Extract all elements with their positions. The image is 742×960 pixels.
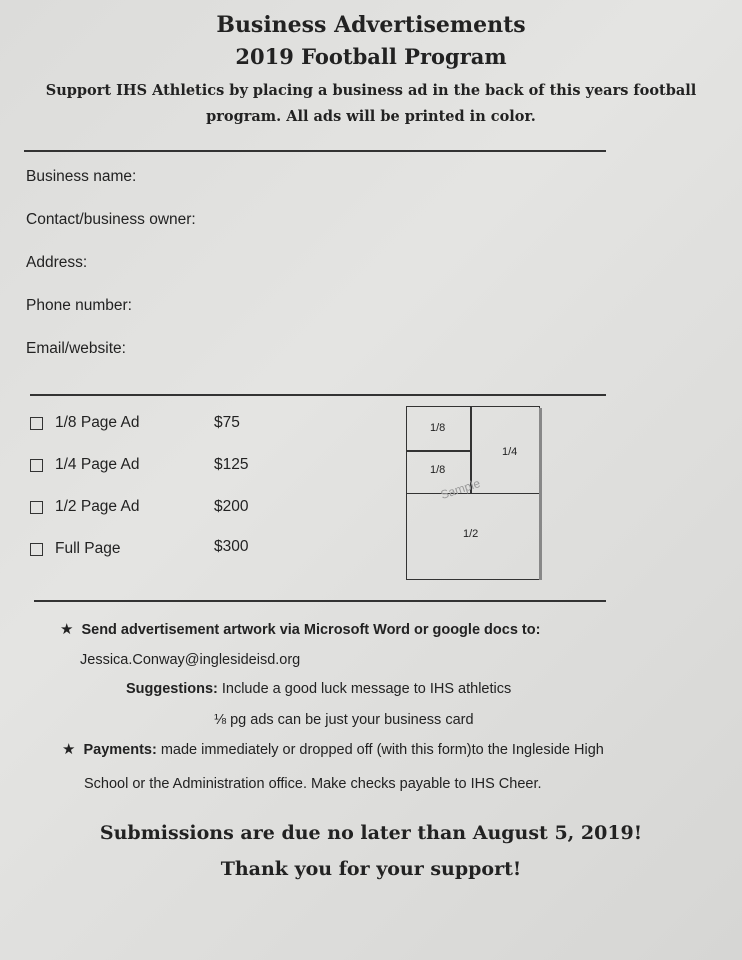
option-quarter-page[interactable] bbox=[30, 456, 139, 474]
payments-line-2: School or the Administration office. Make checks payable to IHS Cheer. bbox=[84, 776, 542, 792]
option-eighth-page[interactable] bbox=[30, 414, 139, 432]
price-half-page: $200 bbox=[214, 498, 249, 515]
diagram-shadow bbox=[539, 408, 542, 580]
checkbox[interactable] bbox=[30, 459, 43, 472]
option-label: 1/8 Page Ad bbox=[55, 414, 140, 431]
card-note: ⅛ pg ads can be just your business card bbox=[214, 712, 474, 728]
intro-line-2: program. All ads will be printed in color. bbox=[206, 108, 536, 125]
star-icon: ★ bbox=[60, 621, 74, 638]
suggestions: Suggestions: Include a good luck message to IHS athletics bbox=[126, 681, 512, 697]
label-half: 1/2 bbox=[463, 528, 479, 540]
form-title: Business Advertisements bbox=[216, 12, 526, 38]
thank-you-note: Thank you for your support! bbox=[220, 858, 522, 880]
field-contact-owner: Contact/business owner: bbox=[26, 211, 196, 228]
contact-email[interactable]: Jessica.Conway@inglesideisd.org bbox=[80, 652, 301, 668]
option-half-page[interactable] bbox=[30, 498, 139, 516]
label-eighth-a: 1/8 bbox=[430, 422, 446, 434]
divider-bottom bbox=[34, 600, 606, 602]
intro-line-1: Support IHS Athletics by placing a business ad in the back of this years football bbox=[45, 82, 697, 99]
price-eighth-page: $75 bbox=[214, 414, 240, 431]
price-quarter-page: $125 bbox=[214, 456, 249, 473]
divider-middle bbox=[30, 394, 606, 396]
checkbox[interactable] bbox=[30, 417, 43, 430]
intro-text bbox=[0, 78, 742, 130]
star-icon: ★ bbox=[62, 741, 76, 758]
checkbox[interactable] bbox=[30, 543, 43, 556]
price-full-page: $300 bbox=[214, 538, 249, 555]
option-label: Full Page bbox=[55, 540, 121, 557]
payments-line-1: ★ Payments: made immediately or dropped off (with this form)to the Ingleside High bbox=[62, 741, 604, 758]
label-eighth-b: 1/8 bbox=[430, 464, 446, 476]
option-label: 1/4 Page Ad bbox=[55, 456, 140, 473]
label-quarter: 1/4 bbox=[502, 446, 518, 458]
sample-watermark: Sample bbox=[438, 476, 482, 502]
divider-top bbox=[24, 150, 606, 152]
send-instructions: ★ Send advertisement artwork via Microsoft Word or google docs to: bbox=[60, 621, 541, 638]
submission-deadline: Submissions are due no later than August 5, 2019! bbox=[99, 822, 643, 844]
field-address: Address: bbox=[26, 254, 88, 271]
field-email-website: Email/website: bbox=[26, 340, 126, 357]
form-subtitle: 2019 Football Program bbox=[235, 44, 507, 69]
option-full-page[interactable] bbox=[30, 540, 120, 558]
checkbox[interactable] bbox=[30, 501, 43, 514]
field-phone-number: Phone number: bbox=[26, 297, 132, 314]
option-label: 1/2 Page Ad bbox=[55, 498, 140, 515]
field-business-name: Business name: bbox=[26, 168, 137, 185]
